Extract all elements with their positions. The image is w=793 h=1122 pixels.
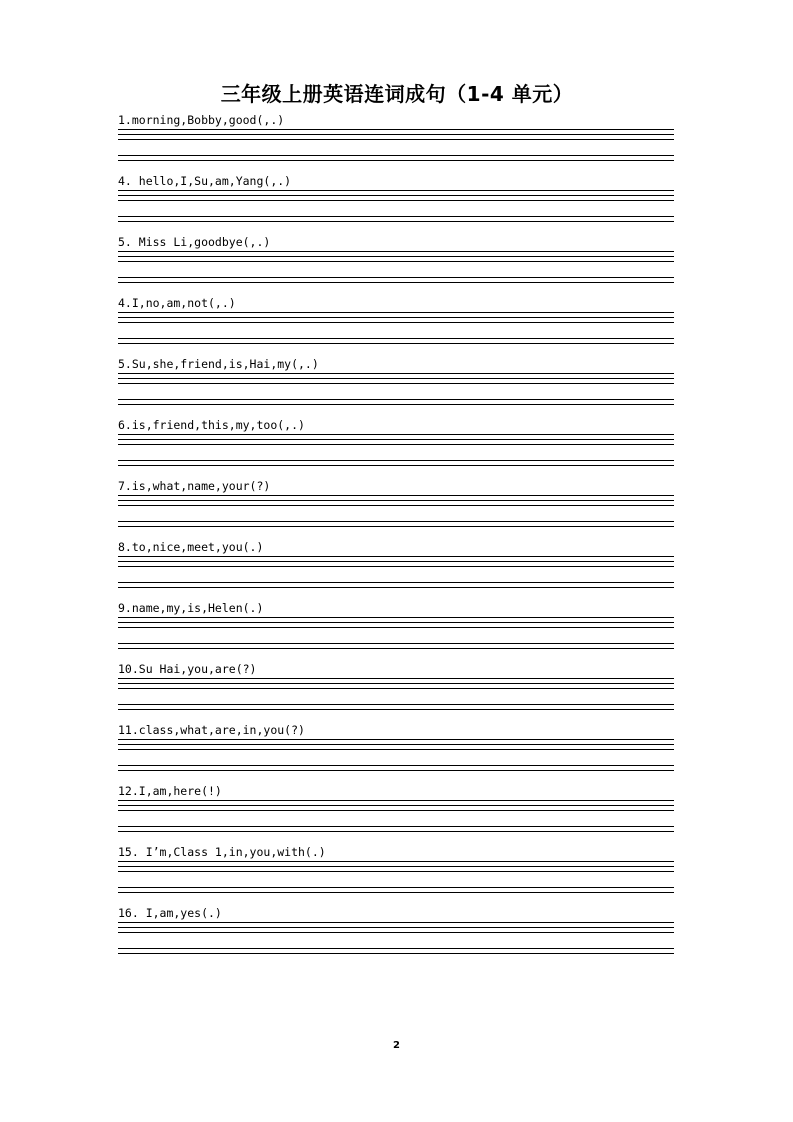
answer-line — [118, 948, 674, 949]
question-text: 1.morning,Bobby,good(,.) — [118, 113, 285, 127]
answer-line — [118, 704, 674, 705]
answer-line — [118, 373, 674, 374]
answer-line — [118, 643, 674, 644]
answer-line — [118, 866, 674, 867]
page-title: 三年级上册英语连词成句（1-4 单元） — [220, 82, 574, 106]
answer-line — [118, 561, 674, 562]
answer-line — [118, 500, 674, 501]
answer-line — [118, 932, 674, 933]
answer-line — [118, 434, 674, 435]
answer-line — [118, 383, 674, 384]
answer-line — [118, 312, 674, 313]
answer-line — [118, 399, 674, 400]
list-item — [118, 662, 676, 710]
answer-lines[interactable] — [118, 556, 674, 588]
answer-line — [118, 765, 674, 766]
answer-line — [118, 221, 674, 222]
answer-line — [118, 648, 674, 649]
answer-line — [118, 627, 674, 628]
question-text: 10.Su Hai,you,are(?) — [118, 662, 257, 676]
answer-line — [118, 617, 674, 618]
answer-line — [118, 892, 674, 893]
answer-line — [118, 322, 674, 323]
answer-lines[interactable] — [118, 739, 674, 771]
answer-line — [118, 709, 674, 710]
answer-line — [118, 826, 674, 827]
answer-line — [118, 953, 674, 954]
answer-line — [118, 190, 674, 191]
question-text: 11.class,what,are,in,you(?) — [118, 723, 305, 737]
question-text: 4.I,no,am,not(,.) — [118, 296, 236, 310]
list-item — [118, 418, 676, 466]
answer-line — [118, 800, 674, 801]
answer-line — [118, 277, 674, 278]
list-item — [118, 723, 676, 771]
answer-lines[interactable] — [118, 312, 674, 344]
answer-line — [118, 566, 674, 567]
answer-line — [118, 556, 674, 557]
list-item — [118, 174, 676, 222]
list-item — [118, 784, 676, 832]
answer-line — [118, 887, 674, 888]
answer-line — [118, 678, 674, 679]
answer-line — [118, 871, 674, 872]
answer-line — [118, 749, 674, 750]
list-item — [118, 357, 676, 405]
answer-lines[interactable] — [118, 190, 674, 222]
answer-lines[interactable] — [118, 678, 674, 710]
question-text: 7.is,what,name,your(?) — [118, 479, 271, 493]
answer-line — [118, 460, 674, 461]
list-item — [118, 296, 676, 344]
answer-line — [118, 927, 674, 928]
answer-line — [118, 261, 674, 262]
answer-lines[interactable] — [118, 861, 674, 893]
answer-line — [118, 495, 674, 496]
question-text: 8.to,nice,meet,you(.) — [118, 540, 264, 554]
answer-lines[interactable] — [118, 495, 674, 527]
question-text: 9.name,my,is,Helen(.) — [118, 601, 264, 615]
page-number: 2 — [393, 1040, 400, 1051]
answer-lines[interactable] — [118, 251, 674, 283]
answer-lines[interactable] — [118, 434, 674, 466]
answer-line — [118, 338, 674, 339]
answer-line — [118, 134, 674, 135]
question-text: 12.I,am,here(!) — [118, 784, 222, 798]
answer-line — [118, 744, 674, 745]
answer-line — [118, 200, 674, 201]
answer-line — [118, 343, 674, 344]
answer-line — [118, 505, 674, 506]
answer-lines[interactable] — [118, 922, 674, 954]
answer-line — [118, 739, 674, 740]
answer-lines[interactable] — [118, 129, 674, 161]
question-text: 6.is,friend,this,my,too(,.) — [118, 418, 305, 432]
list-item — [118, 906, 676, 954]
list-item — [118, 540, 676, 588]
answer-line — [118, 465, 674, 466]
answer-line — [118, 404, 674, 405]
list-item — [118, 601, 676, 649]
list-item — [118, 845, 676, 893]
list-item — [118, 479, 676, 527]
answer-line — [118, 216, 674, 217]
answer-line — [118, 251, 674, 252]
answer-line — [118, 256, 674, 257]
question-text: 16. I,am,yes(.) — [118, 906, 222, 920]
answer-line — [118, 622, 674, 623]
answer-lines[interactable] — [118, 617, 674, 649]
answer-line — [118, 582, 674, 583]
question-text: 15. I’m,Class 1,in,you,with(.) — [118, 845, 326, 859]
answer-line — [118, 861, 674, 862]
answer-line — [118, 805, 674, 806]
answer-line — [118, 688, 674, 689]
answer-line — [118, 317, 674, 318]
list-item — [118, 113, 676, 161]
answer-line — [118, 439, 674, 440]
answer-line — [118, 444, 674, 445]
answer-line — [118, 155, 674, 156]
answer-lines[interactable] — [118, 800, 674, 832]
answer-line — [118, 683, 674, 684]
answer-line — [118, 139, 674, 140]
answer-line — [118, 526, 674, 527]
list-item — [118, 235, 676, 283]
document-content — [118, 78, 676, 967]
answer-line — [118, 831, 674, 832]
question-text: 4. hello,I,Su,am,Yang(,.) — [118, 174, 292, 188]
answer-line — [118, 282, 674, 283]
question-text: 5. Miss Li,goodbye(,.) — [118, 235, 271, 249]
answer-line — [118, 129, 674, 130]
answer-line — [118, 587, 674, 588]
answer-line — [118, 810, 674, 811]
answer-line — [118, 521, 674, 522]
answer-line — [118, 770, 674, 771]
answer-lines[interactable] — [118, 373, 674, 405]
question-text: 5.Su,she,friend,is,Hai,my(,.) — [118, 357, 319, 371]
answer-line — [118, 378, 674, 379]
answer-line — [118, 195, 674, 196]
answer-line — [118, 922, 674, 923]
answer-line — [118, 160, 674, 161]
